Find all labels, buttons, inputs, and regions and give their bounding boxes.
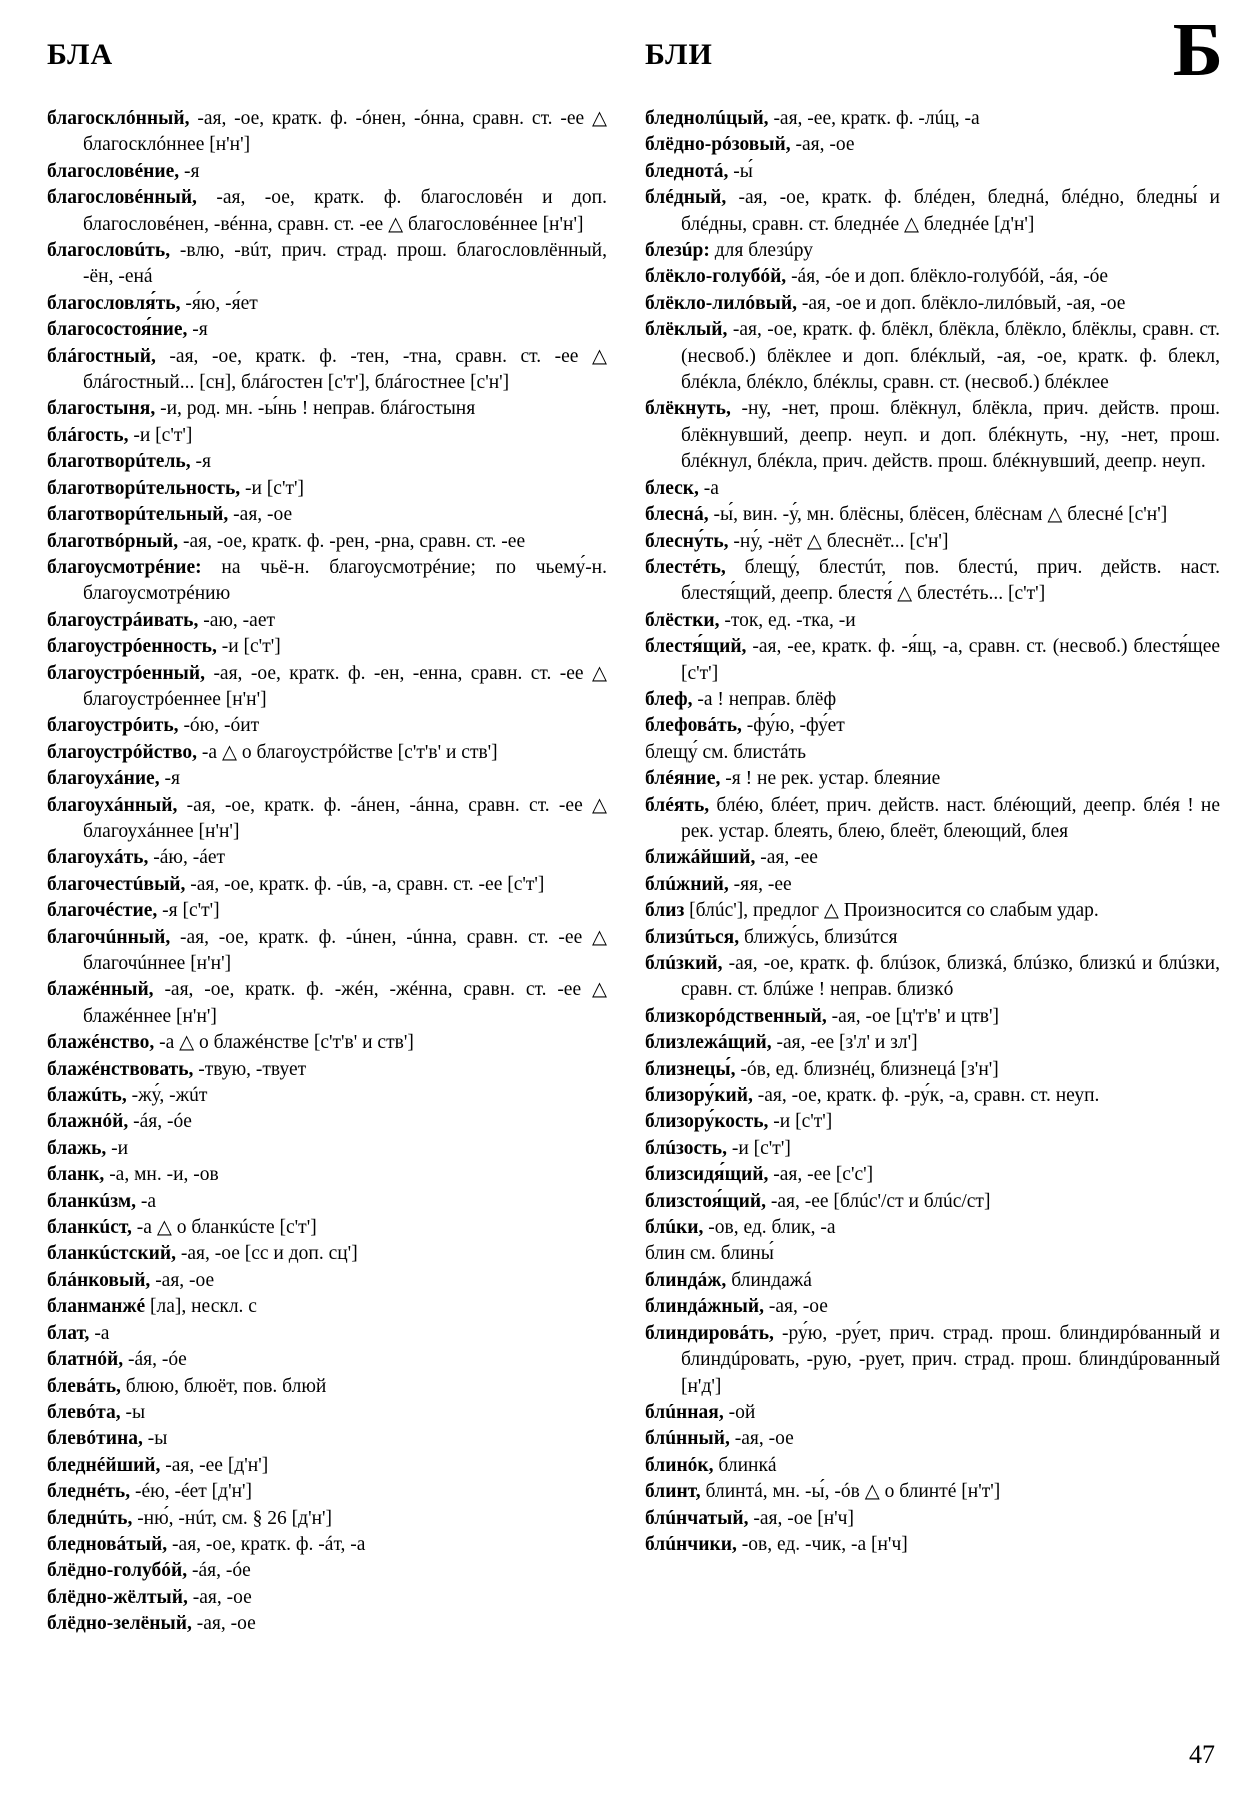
dictionary-entry bbox=[645, 1004, 1220, 1030]
entry-headword: блёдно-зелёный, bbox=[47, 1613, 192, 1635]
entry-body: -ы bbox=[120, 1401, 146, 1423]
entry-headword: благоустрáивать, bbox=[47, 609, 199, 631]
entry-body: -фу́ю, -фу́ет bbox=[741, 715, 845, 737]
entry-headword: близúться, bbox=[645, 926, 740, 948]
entry-body: -ой bbox=[723, 1401, 756, 1423]
entry-body: -я bbox=[159, 768, 180, 790]
dictionary-entry bbox=[47, 1611, 607, 1637]
dictionary-entry bbox=[645, 159, 1220, 185]
dictionary-entry bbox=[645, 1109, 1220, 1135]
entry-body: -ая, -ое, кратк. ф. -úнен, -úнна, сравн. ст. -ее △ благочúннее [н'н'] bbox=[83, 926, 607, 974]
dictionary-entry bbox=[47, 238, 607, 291]
entry-headword: блёдно-голубóй, bbox=[47, 1560, 188, 1582]
entry-headword: благословля́ть, bbox=[47, 292, 181, 314]
running-head-left: БЛА bbox=[47, 38, 114, 71]
entry-headword: блестя́щий, bbox=[645, 636, 747, 658]
entry-body: -ая, -ее [с'с'] bbox=[768, 1164, 874, 1186]
dictionary-entry bbox=[47, 159, 607, 185]
entry-headword: блёдно-жёлтый, bbox=[47, 1586, 188, 1608]
entry-body: блиндажá bbox=[726, 1269, 812, 1291]
dictionary-entry bbox=[47, 977, 607, 1030]
dictionary-entry bbox=[47, 1321, 607, 1347]
dictionary-entry bbox=[645, 793, 1220, 846]
dictionary-entry bbox=[645, 766, 1220, 792]
entry-body: блещу́, блестúт, пов. блестú, прич. действ. наст. блестя́щий, деепр. блестя́ △ блестéть... [с'т'] bbox=[681, 556, 1220, 605]
entry-headword: благоусмотрéние: bbox=[47, 556, 202, 578]
dictionary-entry bbox=[645, 872, 1220, 898]
entry-headword: блесну́ть, bbox=[645, 530, 729, 552]
dictionary-entry bbox=[47, 1400, 607, 1426]
entry-headword: благостыня, bbox=[47, 398, 156, 420]
page-number: 47 bbox=[1189, 1740, 1215, 1769]
entry-body: -ая, -ое [сс и доп. сц'] bbox=[175, 1243, 358, 1265]
entry-body: -а bbox=[698, 477, 719, 499]
entry-headword: блестéть, bbox=[645, 556, 726, 578]
entry-body: -ая, -ое bbox=[187, 1586, 252, 1608]
entry-headword: бледнéть, bbox=[47, 1481, 131, 1503]
entry-headword: блажь, bbox=[47, 1137, 107, 1159]
dictionary-entry bbox=[47, 1426, 607, 1452]
dictionary-entry bbox=[47, 872, 607, 898]
dictionary-entry bbox=[645, 502, 1220, 528]
entry-body: -а bbox=[136, 1190, 157, 1212]
entry-headword: блéять, bbox=[645, 794, 710, 816]
dictionary-entry bbox=[645, 1506, 1220, 1532]
entry-body: -ая, -ое bbox=[790, 134, 855, 156]
entry-headword: близсидя́щий, bbox=[645, 1164, 769, 1186]
dictionary-entry bbox=[645, 1426, 1220, 1452]
entry-headword: бланманжé bbox=[47, 1296, 146, 1318]
right-column bbox=[645, 106, 1220, 1558]
entry-headword: благочéстие, bbox=[47, 900, 158, 922]
entry-body: -я bbox=[190, 451, 211, 473]
dictionary-entry bbox=[47, 449, 607, 475]
entry-headword: благоухáнный, bbox=[47, 794, 178, 816]
entry-headword: блёклый, bbox=[645, 319, 728, 341]
entry-body: -жу́, -жúт bbox=[126, 1085, 208, 1107]
entry-headword: бледнúть, bbox=[47, 1507, 133, 1529]
dictionary-entry bbox=[47, 106, 607, 159]
entry-body: -ая, -ое и доп. блёкло-лилóвый, -ая, -ое bbox=[797, 292, 1126, 314]
dictionary-entry bbox=[645, 634, 1220, 687]
entry-headword: благоухáть, bbox=[47, 847, 149, 869]
entry-body: -óв, ед. близнéц, близнецá [з'н'] bbox=[735, 1058, 999, 1080]
entry-body: -ая, -ое, кратк. ф. -тен, -тна, сравн. ст. -ее △ блáгостный... [сн], блáгостен [с'т'], блáгостнее [с'н'] bbox=[83, 345, 607, 394]
entry-headword: близ bbox=[645, 900, 685, 922]
entry-headword: бледнéйший, bbox=[47, 1454, 161, 1476]
entry-headword: блеск, bbox=[645, 477, 699, 499]
entry-body: -ая, -ое, кратк. ф. -рен, -рна, сравн. ст. -ее bbox=[178, 530, 526, 552]
entry-body: -ню́, -нúт, см. § 26 [д'н'] bbox=[132, 1507, 333, 1529]
entry-body: -ы́, вин. -у́, мн. блёсны, блёсен, блёснам △ блеснé [с'н'] bbox=[708, 504, 1168, 526]
entry-headword: блинóк, bbox=[645, 1454, 714, 1476]
dictionary-entry bbox=[47, 529, 607, 555]
entry-body: -ая, -ое, кратк. ф. блúзок, близкá, блúзко, близкú и блúзки, сравн. ст. блúже ! неправ. близкó bbox=[681, 953, 1220, 1001]
entry-headword: блеснá, bbox=[645, 504, 709, 526]
entry-body: -óю, -óит bbox=[178, 715, 260, 737]
entry-body: [блúс'], предлог △ Произносится со слабым удар. bbox=[684, 900, 1099, 922]
entry-body: -ая, -ее, кратк. ф. -я́щ, -а, сравн. ст. (несвоб.) блестя́щее [с'т'] bbox=[681, 636, 1220, 684]
dictionary-entry bbox=[645, 132, 1220, 158]
entry-headword: блатнóй, bbox=[47, 1349, 124, 1371]
entry-headword: блéяние, bbox=[645, 768, 721, 790]
entry-body: -ая, -ое bbox=[729, 1428, 794, 1450]
dictionary-entry bbox=[47, 1109, 607, 1135]
entry-body: -я [с'т'] bbox=[157, 900, 220, 922]
entry-headword: бланкúст, bbox=[47, 1217, 132, 1239]
dictionary-entry bbox=[47, 1374, 607, 1400]
entry-headword: бланк, bbox=[47, 1164, 105, 1186]
dictionary-entry bbox=[47, 1558, 607, 1584]
dictionary-entry bbox=[47, 713, 607, 739]
dictionary-entry bbox=[47, 1057, 607, 1083]
dictionary-entry bbox=[47, 925, 607, 978]
entry-body: блещу́ см. блистáть bbox=[645, 741, 807, 763]
entry-body: блинкá bbox=[713, 1454, 777, 1476]
entry-body: -я bbox=[179, 160, 200, 182]
dictionary-entry bbox=[645, 264, 1220, 290]
dictionary-entry bbox=[47, 1189, 607, 1215]
entry-body: -ая, -ое, кратк. ф. -жéн, -жéнна, сравн. ст. -ее △ блажéннее [н'н'] bbox=[83, 979, 607, 1027]
entry-headword: бледновáтый, bbox=[47, 1533, 168, 1555]
dictionary-entry bbox=[47, 1347, 607, 1373]
entry-headword: благотворúтель, bbox=[47, 451, 191, 473]
dictionary-entry bbox=[645, 1294, 1220, 1320]
dictionary-entry bbox=[645, 1057, 1220, 1083]
entry-headword: благотворúтельность, bbox=[47, 477, 241, 499]
dictionary-entry bbox=[47, 1532, 607, 1558]
dictionary-entry bbox=[645, 898, 1220, 924]
dictionary-entry bbox=[645, 1400, 1220, 1426]
entry-headword: блáгость, bbox=[47, 424, 129, 446]
entry-headword: блúнный, bbox=[645, 1428, 730, 1450]
entry-body: -ну́, -нёт △ блеснёт... [с'н'] bbox=[728, 530, 949, 552]
entry-headword: бледнолúцый, bbox=[645, 108, 769, 129]
entry-body: -ая, -ее bbox=[755, 847, 818, 869]
entry-body: -а ! неправ. блёф bbox=[692, 688, 837, 710]
entry-headword: блáнковый, bbox=[47, 1269, 151, 1291]
entry-body: -аю, -ает bbox=[198, 609, 275, 631]
entry-body: -ая, -ое [ц'т'в' и цтв'] bbox=[826, 1005, 1000, 1027]
entry-headword: блажúть, bbox=[47, 1085, 127, 1107]
dictionary-entry bbox=[645, 476, 1220, 502]
entry-headword: благочúнный, bbox=[47, 926, 171, 948]
dictionary-entry bbox=[47, 845, 607, 871]
entry-body: -а △ о бланкúсте [с'т'] bbox=[131, 1217, 317, 1239]
left-column bbox=[47, 106, 607, 1638]
entry-body: блинтá, мн. -ы́, -óв △ о блинтé [н'т'] bbox=[700, 1481, 1001, 1503]
entry-body: -ая, -ое, кратк. ф. блéден, бледнá, блéдно, бледны́ и блéдны, сравн. ст. бледнéе △ бледнéе [д'н'] bbox=[681, 187, 1220, 235]
dictionary-entry bbox=[47, 1215, 607, 1241]
entry-body: -ая, -ое, кратк. ф. -úв, -а, сравн. ст. -ее [с'т'] bbox=[185, 873, 545, 895]
dictionary-entry bbox=[645, 238, 1220, 264]
dictionary-entry bbox=[645, 1321, 1220, 1400]
entry-headword: бланкúстский, bbox=[47, 1243, 176, 1265]
entry-body: -áя, -óе и доп. блёкло-голубóй, -áя, -óе bbox=[786, 266, 1108, 288]
entry-headword: блефовáть, bbox=[645, 715, 742, 737]
dictionary-entry bbox=[47, 185, 607, 238]
entry-body: -а bbox=[89, 1322, 110, 1344]
entry-body: -ая, -ое bbox=[764, 1296, 828, 1318]
entry-headword: блеф, bbox=[645, 688, 693, 710]
dictionary-entry bbox=[47, 344, 607, 397]
entry-headword: благословéние, bbox=[47, 160, 180, 182]
entry-body: [ла], нескл. с bbox=[145, 1296, 257, 1318]
entry-headword: близкорóдственный, bbox=[645, 1005, 827, 1027]
entry-body: -ая, -ое, кратк. ф. -óнен, -óнна, сравн. ст. -ее △ благосклóннее [н'н'] bbox=[83, 108, 607, 156]
entry-headword: блёкло-голубóй, bbox=[645, 266, 787, 288]
entry-body: -ая, -ее [з'л' и зл'] bbox=[771, 1032, 918, 1054]
dictionary-entry bbox=[645, 1453, 1220, 1479]
dictionary-entry bbox=[47, 291, 607, 317]
entry-headword: близнецы́, bbox=[645, 1058, 736, 1080]
dictionary-entry bbox=[645, 1479, 1220, 1505]
entry-body: -ая, -ое bbox=[191, 1613, 256, 1635]
dictionary-entry bbox=[645, 291, 1220, 317]
entry-body: -ая, -ее [д'н'] bbox=[160, 1454, 269, 1476]
entry-body: -а, мн. -и, -ов bbox=[104, 1164, 219, 1186]
entry-body: -áя, -óе bbox=[123, 1349, 187, 1371]
entry-headword: блúнчики, bbox=[645, 1533, 737, 1555]
dictionary-entry bbox=[645, 396, 1220, 475]
dictionary-entry bbox=[47, 396, 607, 422]
entry-body: -а △ о благоустрóйстве [с'т'в' и ств'] bbox=[197, 741, 498, 763]
entry-headword: благосостоя́ние, bbox=[47, 319, 188, 341]
entry-body: -áя, -óе bbox=[187, 1560, 251, 1582]
dictionary-entry bbox=[47, 555, 607, 608]
entry-headword: бланкúзм, bbox=[47, 1190, 136, 1212]
dictionary-entry bbox=[645, 740, 1220, 766]
entry-headword: блевóтина, bbox=[47, 1428, 143, 1450]
dictionary-entry bbox=[47, 476, 607, 502]
entry-headword: блéдный, bbox=[645, 187, 727, 209]
entry-headword: близору́кость, bbox=[645, 1111, 769, 1133]
entry-headword: блевáть, bbox=[47, 1375, 121, 1397]
entry-headword: благословúть, bbox=[47, 240, 171, 262]
dictionary-entry bbox=[645, 1083, 1220, 1109]
dictionary-entry bbox=[645, 106, 1220, 132]
entry-body: -и [с'т'] bbox=[768, 1111, 833, 1133]
entry-body: для блезúру bbox=[709, 240, 814, 262]
dictionary-entry bbox=[645, 185, 1220, 238]
entry-headword: благословéнный, bbox=[47, 187, 197, 209]
dictionary-entry bbox=[47, 317, 607, 343]
dictionary-entry bbox=[47, 1241, 607, 1267]
entry-body: -а △ о блажéнстве [с'т'в' и ств'] bbox=[154, 1032, 414, 1054]
entry-body: -ы́ bbox=[728, 160, 753, 182]
entry-headword: благоустрóить, bbox=[47, 715, 179, 737]
dictionary-entry bbox=[645, 845, 1220, 871]
entry-headword: блиндировáть, bbox=[645, 1322, 774, 1344]
entry-headword: благоустрóенный, bbox=[47, 662, 206, 684]
entry-body: блин см. блины́ bbox=[645, 1243, 774, 1265]
entry-headword: блинт, bbox=[645, 1481, 701, 1503]
entry-body: -áю, -áет bbox=[148, 847, 226, 869]
entry-headword: блúзость, bbox=[645, 1137, 727, 1159]
entry-headword: блёдно-рóзовый, bbox=[645, 134, 791, 156]
entry-body: ближу́сь, близúтся bbox=[739, 926, 898, 948]
dictionary-entry bbox=[645, 1532, 1220, 1558]
entry-body: -ая, -ое, кратк. ф. -áнен, -áнна, сравн. ст. -ее △ благоухáннее [н'н'] bbox=[83, 794, 607, 842]
dictionary-entry bbox=[47, 1083, 607, 1109]
dictionary-entry bbox=[47, 766, 607, 792]
entry-body: -я́ю, -я́ет bbox=[180, 292, 258, 314]
dictionary-entry bbox=[47, 502, 607, 528]
entry-body: -ы bbox=[142, 1428, 168, 1450]
entry-body: -ая, -ое bbox=[228, 504, 293, 526]
entry-headword: блёкло-лилóвый, bbox=[645, 292, 798, 314]
dictionary-entry bbox=[47, 1506, 607, 1532]
entry-body: -я bbox=[187, 319, 208, 341]
entry-body: -ру́ю, -ру́ет, прич. страд. прош. блиндирóванный и блиндúровать, -рую, -рует, прич. страд. прош. блиндúрованный [н'д'] bbox=[681, 1322, 1220, 1397]
dictionary-entry bbox=[47, 1162, 607, 1188]
entry-body: -ая, -ое, кратк. ф. блёкл, блёкла, блёкло, блёклы, сравн. ст. (несвоб.) блёклее и доп. блéклый, -ая, -ое, кратк. ф. блекл, блéкла, блéкло, блéклы, сравн. ст. (несвоб.) блéклее bbox=[681, 319, 1220, 394]
dictionary-entry bbox=[645, 1189, 1220, 1215]
entry-body: -и [с'т'] bbox=[240, 477, 304, 499]
dictionary-entry bbox=[645, 1215, 1220, 1241]
dictionary-entry bbox=[645, 1162, 1220, 1188]
dictionary-entry bbox=[47, 661, 607, 714]
entry-headword: близстоя́щий, bbox=[645, 1190, 766, 1212]
entry-headword: блиндáж, bbox=[645, 1269, 727, 1291]
entry-headword: блевóта, bbox=[47, 1401, 121, 1423]
entry-headword: благосклóнный, bbox=[47, 108, 190, 129]
entry-body: -ая, -ое, кратк. ф. -áт, -а bbox=[167, 1533, 366, 1555]
entry-body: -твую, -твует bbox=[193, 1058, 307, 1080]
entry-body: -ая, -ое bbox=[150, 1269, 215, 1291]
dictionary-entry bbox=[645, 529, 1220, 555]
dictionary-entry bbox=[47, 898, 607, 924]
dictionary-entry bbox=[47, 1030, 607, 1056]
entry-body: -и [с'т'] bbox=[726, 1137, 791, 1159]
entry-headword: ближáйший, bbox=[645, 847, 756, 869]
entry-headword: благоустрóйство, bbox=[47, 741, 198, 763]
dictionary-entry bbox=[47, 1479, 607, 1505]
entry-body: -и [с'т'] bbox=[128, 424, 193, 446]
entry-headword: блúжний, bbox=[645, 873, 729, 895]
entry-headword: блажнóй, bbox=[47, 1111, 129, 1133]
entry-headword: блúки, bbox=[645, 1217, 704, 1239]
entry-body: -ов, ед. -чик, -а [н'ч] bbox=[736, 1533, 908, 1555]
entry-headword: бледнотá, bbox=[645, 160, 729, 182]
entry-body: -влю, -вúт, прич. страд. прош. благословлённый, -ён, -енá bbox=[83, 240, 607, 288]
entry-body: блюю, блюёт, пов. блюй bbox=[120, 1375, 327, 1397]
dictionary-entry bbox=[645, 925, 1220, 951]
entry-body: -ая, -ое, кратк. ф. благословéн и доп. благословéнен, -вéнна, сравн. ст. -ее △ благословéннее [н'н'] bbox=[83, 187, 607, 235]
entry-headword: блажéнный, bbox=[47, 979, 154, 1001]
entry-headword: благочестúвый, bbox=[47, 873, 186, 895]
entry-headword: блажéнство, bbox=[47, 1032, 155, 1054]
entry-body: -я ! не рек. устар. блеяние bbox=[720, 768, 941, 790]
dictionary-entry bbox=[47, 634, 607, 660]
dictionary-entry bbox=[645, 1268, 1220, 1294]
dictionary-entry bbox=[645, 317, 1220, 396]
entry-body: -éю, -éет [д'н'] bbox=[130, 1481, 253, 1503]
dictionary-entry bbox=[47, 423, 607, 449]
entry-body: -и, род. мн. -ы́нь ! неправ. блáгостыня bbox=[155, 398, 476, 420]
entry-headword: блёкнуть, bbox=[645, 398, 731, 420]
dictionary-entry bbox=[47, 1294, 607, 1320]
entry-body: -ов, ед. блик, -а bbox=[703, 1217, 836, 1239]
entry-body: -и bbox=[106, 1137, 129, 1159]
dictionary-entry bbox=[645, 713, 1220, 739]
entry-body: -ток, ед. -тка, -и bbox=[719, 609, 856, 631]
dictionary-entry bbox=[645, 1030, 1220, 1056]
dictionary-entry bbox=[645, 608, 1220, 634]
entry-body: -ая, -ое, кратк. ф. -ру́к, -а, сравн. ст. неуп. bbox=[752, 1085, 1100, 1107]
dictionary-entry bbox=[47, 1453, 607, 1479]
entry-headword: блúнчатый, bbox=[645, 1507, 749, 1529]
dictionary-entry bbox=[47, 740, 607, 766]
entry-headword: близлежáщий, bbox=[645, 1032, 772, 1054]
dictionary-entry bbox=[645, 1136, 1220, 1162]
entry-body: на чьё-н. благоусмотрéние; по чьему́-н. благоусмотрéнию bbox=[83, 556, 607, 605]
entry-headword: благотворúтельный, bbox=[47, 504, 229, 526]
entry-body: -яя, -ее bbox=[728, 873, 792, 895]
entry-headword: блёстки, bbox=[645, 609, 720, 631]
running-head-right: БЛИ bbox=[645, 38, 713, 71]
dictionary-entry bbox=[47, 1585, 607, 1611]
entry-headword: блажéнствовать, bbox=[47, 1058, 194, 1080]
dictionary-entry bbox=[645, 1241, 1220, 1267]
dictionary-entry bbox=[645, 555, 1220, 608]
entry-headword: благотвóрный, bbox=[47, 530, 179, 552]
entry-headword: блезúр: bbox=[645, 240, 710, 262]
dictionary-entry bbox=[645, 951, 1220, 1004]
entry-headword: благоухáние, bbox=[47, 768, 160, 790]
section-letter: Б bbox=[1172, 8, 1223, 92]
entry-headword: блáгостный, bbox=[47, 345, 156, 367]
entry-headword: блúнная, bbox=[645, 1401, 724, 1423]
entry-body: -ну, -нет, прош. блёкнул, блёкла, прич. действ. прош. блёкнувший, деепр. неуп. и доп. блéкнуть, -ну, -нет, прош. блéкнул, блéкла, прич. действ. прош. блéкнувший, деепр. неуп. bbox=[681, 398, 1220, 473]
dictionary-entry bbox=[645, 687, 1220, 713]
entry-headword: блиндáжный, bbox=[645, 1296, 764, 1318]
dictionary-entry bbox=[47, 1268, 607, 1294]
dictionary-entry bbox=[47, 1136, 607, 1162]
entry-body: -и [с'т'] bbox=[216, 636, 281, 658]
entry-body: блéю, блéет, прич. действ. наст. блéющий, деепр. блéя ! не рек. устар. блеять, блею, блеёт, блеющий, блея bbox=[681, 794, 1220, 842]
entry-body: -áя, -óе bbox=[128, 1111, 192, 1133]
dictionary-entry bbox=[47, 608, 607, 634]
entry-headword: блат, bbox=[47, 1322, 90, 1344]
entry-body: -ая, -ое [н'ч] bbox=[748, 1507, 854, 1529]
entry-headword: благоустрóенность, bbox=[47, 636, 217, 658]
entry-body: -ая, -ее [блúс'/ст и блúс/ст] bbox=[766, 1190, 991, 1212]
entry-body: -ая, -ее, кратк. ф. -лúц, -а bbox=[768, 108, 980, 129]
entry-headword: близору́кий, bbox=[645, 1085, 753, 1107]
entry-headword: блúзкий, bbox=[645, 953, 723, 974]
dictionary-entry bbox=[47, 793, 607, 846]
entry-body: -ая, -ое, кратк. ф. -ен, -енна, сравн. ст. -ее △ благоустрóеннее [н'н'] bbox=[83, 662, 607, 710]
